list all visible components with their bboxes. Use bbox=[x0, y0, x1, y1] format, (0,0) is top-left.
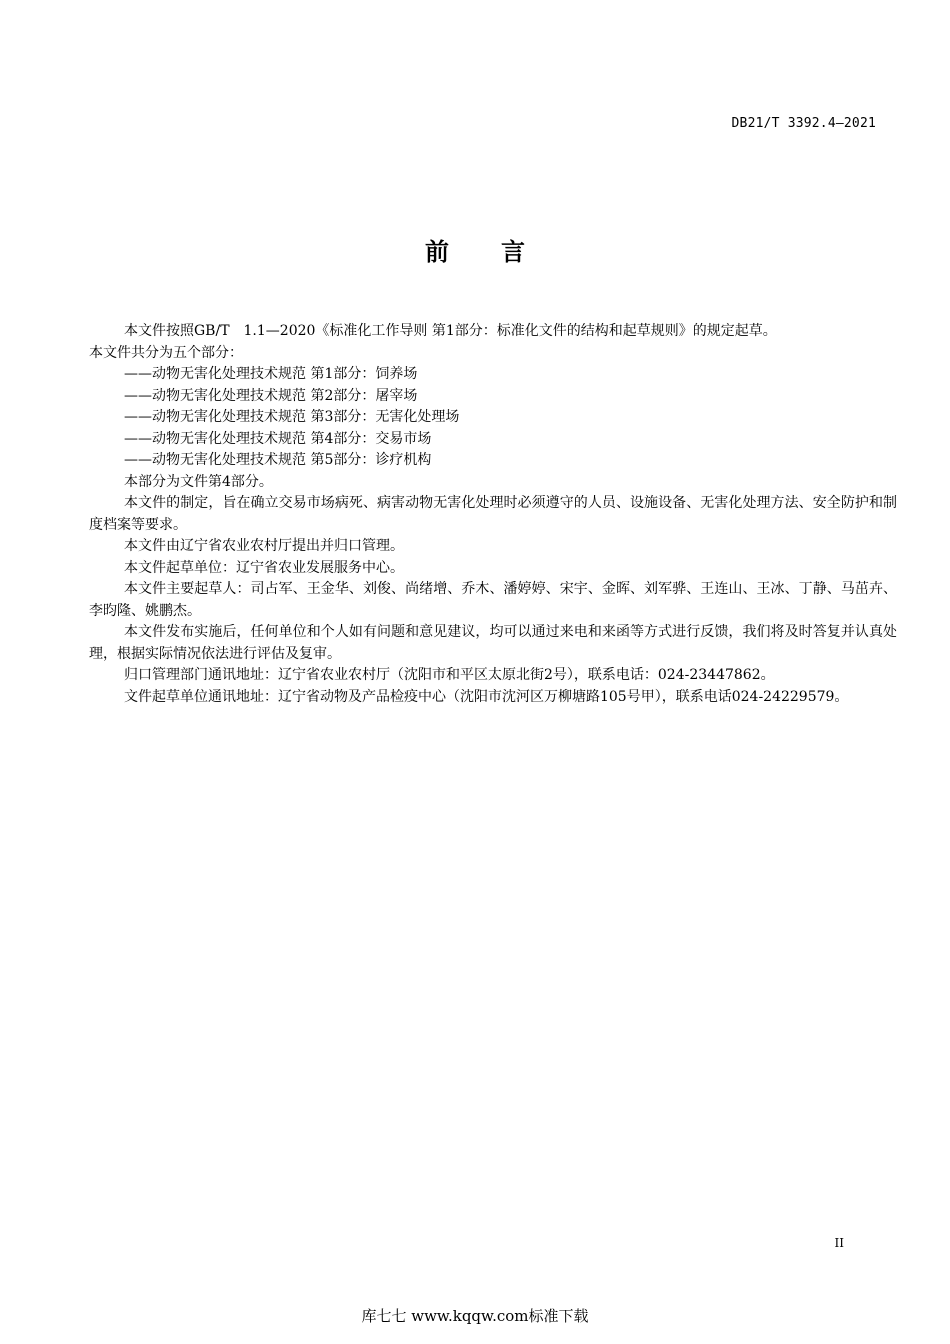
paragraph-this-part: 本部分为文件第4部分。 bbox=[124, 473, 273, 490]
paragraph-drafters: 本文件主要起草人：司占军、王金华、刘俊、尚绪增、乔木、潘婷婷、宋宇、金晖、刘军骅、王连山、王冰、丁静、马茁卉、李昀隆、姚鹏杰。 bbox=[89, 581, 897, 619]
paragraph-proposer: 本文件由辽宁省农业农村厅提出并归口管理。 bbox=[124, 538, 404, 554]
foreword-body bbox=[89, 321, 897, 708]
list-item-part-5: ——动物无害化处理技术规范 第5部分：诊疗机构 bbox=[124, 452, 432, 468]
page-title: 前言 bbox=[425, 238, 577, 266]
paragraph-admin-address: 归口管理部门通讯地址：辽宁省农业农村厅（沈阳市和平区太原北街2号），联系电话：024-23447862。 bbox=[124, 667, 775, 683]
paragraph-drafting-unit: 本文件起草单位：辽宁省农业发展服务中心。 bbox=[124, 559, 404, 576]
paragraph-drafting-basis: 本文件按照GB/T 1.1—2020《标准化工作导则 第1部分：标准化文件的结构和起草规则》的规定起草。 bbox=[124, 323, 777, 339]
paragraph-drafter-address: 文件起草单位通讯地址：辽宁省动物及产品检疫中心（沈阳市沈河区万柳塘路105号甲），联系电话024-24229579。 bbox=[124, 688, 849, 705]
list-item-part-4: ——动物无害化处理技术规范 第4部分：交易市场 bbox=[124, 430, 432, 447]
list-item-part-1: ——动物无害化处理技术规范 第1部分：饲养场 bbox=[124, 366, 418, 382]
document-code: DB21/T 3392.4—2021 bbox=[731, 116, 876, 131]
page-number: II bbox=[834, 1236, 844, 1250]
paragraph-purpose: 本文件的制定，旨在确立交易市场病死、病害动物无害化处理时必须遵守的人员、设施设备、无害化处理方法、安全防护和制度档案等要求。 bbox=[89, 495, 897, 533]
list-item-part-2: ——动物无害化处理技术规范 第2部分：屠宰场 bbox=[124, 387, 418, 404]
paragraph-parts-intro: 本文件共分为五个部分： bbox=[89, 344, 243, 361]
list-item-part-3: ——动物无害化处理技术规范 第3部分：无害化处理场 bbox=[124, 409, 460, 425]
paragraph-feedback: 本文件发布实施后，任何单位和个人如有问题和意见建议，均可以通过来电和来函等方式进行反馈，我们将及时答复并认真处理，根据实际情况依法进行评估及复审。 bbox=[89, 624, 897, 662]
footer-watermark: 库七七 www.kqqw.com标准下载 bbox=[361, 1307, 589, 1325]
